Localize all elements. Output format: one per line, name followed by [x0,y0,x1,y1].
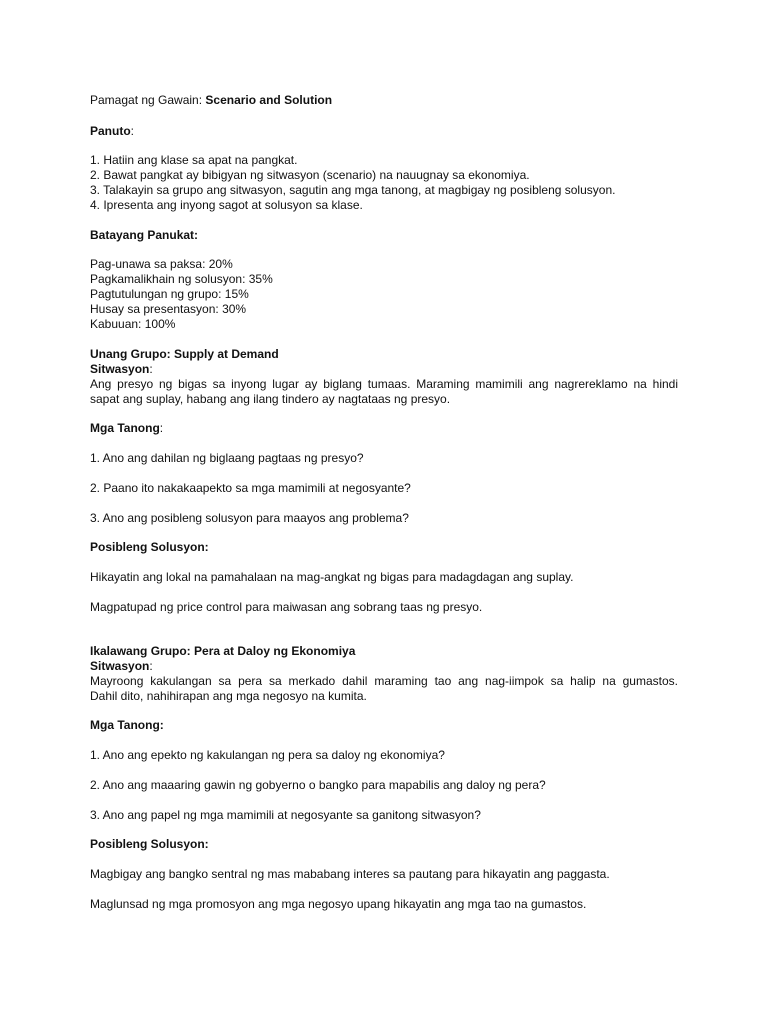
group1-situation-colon: : [149,362,153,376]
activity-title-label: Pamagat ng Gawain: [90,93,206,107]
panuto-heading [90,124,134,139]
group2-situation-label-text: Sitwasyon [90,659,150,673]
panukat-item: Pagtutulungan ng grupo: 15% [90,287,249,301]
group1-solution: Hikayatin ang lokal na pamahalaan na mag-angkat ng bigas para madagdagan ang suplay. [90,570,574,584]
group1-question: 2. Paano ito nakakaapekto sa mga mamimili at negosyante? [90,481,411,495]
activity-title [90,93,332,108]
group2-question: 2. Ano ang maaaring gawin ng gobyerno o bangko para mapabilis ang daloy ng pera? [90,778,546,792]
group1-questions-heading [90,421,163,436]
group1-solutions-heading: Posibleng Solusyon: [90,540,209,554]
group1-situation-label-text: Sitwasyon [90,362,150,376]
group1-question: 3. Ano ang posibleng solusyon para maayos ang problema? [90,511,409,525]
panuto-step: 1. Hatiin ang klase sa apat na pangkat. [90,153,298,167]
panuto-step: 4. Ipresenta ang inyong sagot at solusyon sa klase. [90,198,363,212]
group1-situation-line: Ang presyo ng bigas sa inyong lugar ay biglang tumaas. Maraming mamimili ang nagrereklamo na hindi [90,377,678,391]
panuto-heading-text: Panuto [90,124,131,138]
group2-situation-line: Mayroong kakulangan sa pera sa merkado dahil maraming tao ang nag-iimpok sa halip na gumastos. [90,674,678,688]
panukat-heading: Batayang Panukat: [90,228,199,242]
group2-situation-line: Dahil dito, nahihirapan ang mga negosyo na kumita. [90,689,367,703]
group2-situation-label [90,659,153,674]
group2-solution: Magbigay ang bangko sentral ng mas mababang interes sa pautang para hikayatin ang paggasta. [90,867,610,881]
group1-heading: Unang Grupo: Supply at Demand [90,347,279,361]
panuto-heading-colon: : [130,124,135,138]
group1-question: 1. Ano ang dahilan ng biglaang pagtaas ng presyo? [90,451,364,465]
group1-solution: Magpatupad ng price control para maiwasan ang sobrang taas ng presyo. [90,600,483,614]
group2-heading: Ikalawang Grupo: Pera at Daloy ng Ekonomiya [90,644,356,658]
group1-questions-heading-text: Mga Tanong [90,421,160,435]
group2-situation-colon: : [149,659,153,673]
group2-solutions-heading: Posibleng Solusyon: [90,837,209,851]
group1-situation-line: sapat ang suplay, habang ang ilang tindero ay nagtataas ng presyo. [90,392,451,406]
panukat-item: Pag-unawa sa paksa: 20% [90,257,233,271]
group1-questions-colon: : [159,421,164,435]
group2-question: 1. Ano ang epekto ng kakulangan ng pera sa daloy ng ekonomiya? [90,748,445,762]
panukat-item: Pagkamalikhain ng solusyon: 35% [90,272,273,286]
group2-solution: Maglunsad ng mga promosyon ang mga negosyo upang hikayatin ang mga tao na gumastos. [90,897,587,911]
panuto-step: 2. Bawat pangkat ay bibigyan ng sitwasyon (scenario) na nauugnay sa ekonomiya. [90,168,530,182]
panukat-item: Kabuuan: 100% [90,317,176,331]
panuto-step: 3. Talakayin sa grupo ang sitwasyon, sagutin ang mga tanong, at magbigay ng posibleng solusyon. [90,183,616,197]
group2-question: 3. Ano ang papel ng mga mamimili at negosyante sa ganitong sitwasyon? [90,808,481,822]
panukat-item: Husay sa presentasyon: 30% [90,302,247,316]
group1-situation-label [90,362,153,377]
activity-title-value: Scenario and Solution [205,93,333,107]
group2-questions-heading: Mga Tanong: [90,718,164,732]
